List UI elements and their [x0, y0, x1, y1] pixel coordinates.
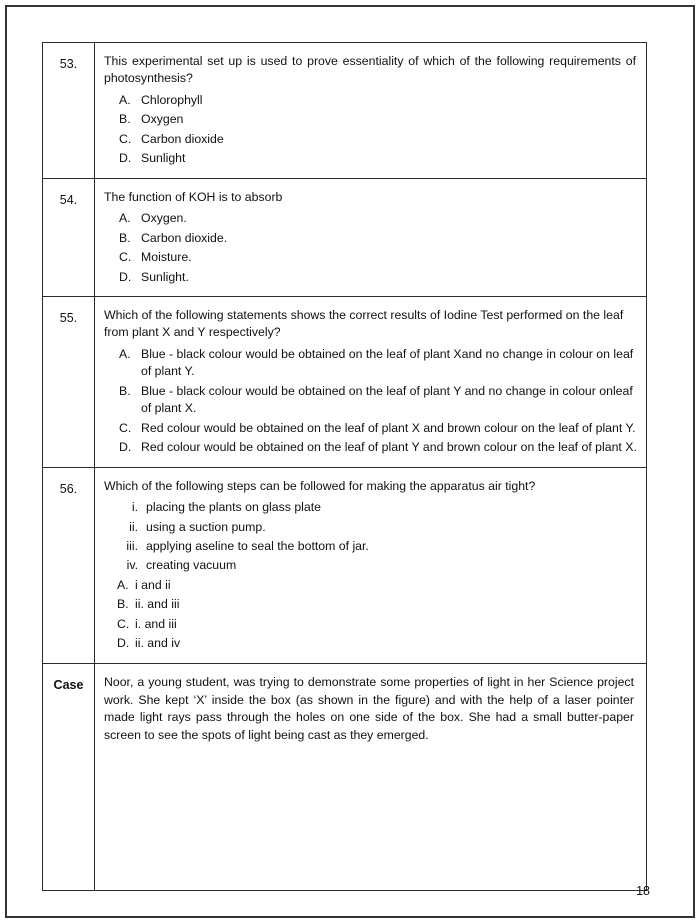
step-text: creating vacuum — [146, 558, 237, 573]
option-53-b[interactable] — [104, 111, 638, 128]
step-56-iv — [104, 557, 638, 574]
option-label: A. — [117, 577, 129, 592]
question-number-55: 55. — [43, 296, 95, 467]
question-stem-55: Which of the following statements shows the correct results of Iodine Test performed on the leaf from plant X and Y respectively? — [104, 307, 624, 340]
option-label: D. — [119, 269, 132, 284]
step-text: using a suction pump. — [146, 519, 266, 534]
question-body-56 — [95, 467, 647, 663]
step-label: i. — [131, 500, 138, 515]
option-56-c[interactable] — [104, 616, 638, 633]
question-stem-53: This experimental set up is used to prove essentiality of which of the following requirements of photosynthesis? — [104, 54, 636, 86]
question-number-54: 54. — [43, 178, 95, 296]
option-label: B. — [117, 597, 129, 612]
option-text: Red colour would be obtained on the leaf of plant Y and brown colour on the leaf of plant X. — [141, 440, 637, 455]
table-row — [43, 467, 647, 663]
option-label: D. — [117, 636, 130, 651]
case-passage-text: Noor, a young student, was trying to demonstrate some properties of light in her Science project work. She kept ‘X’ inside the box (as shown in the figure) and with the help of a laser pointer made light rays pass through the holes on one side of the box. She had a small butter-paper screen to see the spots of light being cast as they emerged. — [104, 674, 634, 743]
option-label: D. — [119, 151, 132, 166]
step-label: iv. — [126, 558, 138, 573]
option-text: Sunlight — [141, 151, 186, 166]
option-54-a[interactable] — [104, 210, 638, 227]
table-row — [43, 296, 647, 467]
option-text: Blue - black colour would be obtained on the leaf of plant Xand no change in colour on leaf of plant Y. — [141, 346, 634, 379]
option-text: i and ii — [135, 577, 171, 592]
option-55-c[interactable] — [104, 420, 638, 437]
option-53-c[interactable] — [104, 131, 638, 148]
question-stem-56: Which of the following steps can be followed for making the apparatus air tight? — [104, 478, 536, 493]
option-56-a[interactable] — [104, 577, 638, 594]
case-label: Case — [43, 663, 95, 890]
option-text: Oxygen. — [141, 211, 187, 226]
step-56-i — [104, 499, 638, 516]
option-text: Oxygen — [141, 112, 184, 127]
option-text: ii. and iii — [135, 597, 180, 612]
option-text: Chlorophyll — [141, 92, 203, 107]
table-row — [43, 43, 647, 179]
option-text: Sunlight. — [141, 269, 189, 284]
question-number-56: 56. — [43, 467, 95, 663]
option-text: ii. and iv — [135, 636, 181, 651]
step-56-ii — [104, 519, 638, 536]
option-text: Red colour would be obtained on the leaf of plant X and brown colour on the leaf of plant Y. — [141, 420, 636, 435]
page-number: 18 — [636, 884, 650, 898]
step-label: iii. — [126, 538, 138, 553]
table-row — [43, 663, 647, 890]
question-stem-54: The function of KOH is to absorb — [104, 189, 283, 204]
question-body-53 — [95, 43, 647, 179]
option-list-54 — [104, 210, 638, 286]
option-text: Carbon dioxide — [141, 131, 224, 146]
option-55-b[interactable] — [104, 383, 638, 418]
option-54-c[interactable] — [104, 249, 638, 266]
step-56-iii — [104, 538, 638, 555]
step-text: placing the plants on glass plate — [146, 500, 322, 515]
option-text: Moisture. — [141, 250, 192, 265]
question-body-54 — [95, 178, 647, 296]
option-text: i. and iii — [135, 616, 177, 631]
option-label: A. — [119, 346, 131, 361]
option-56-b[interactable] — [104, 596, 638, 613]
page-content-area — [7, 7, 693, 916]
option-list-56 — [104, 577, 638, 653]
option-label: C. — [119, 420, 132, 435]
option-label: C. — [117, 616, 130, 631]
option-54-d[interactable] — [104, 269, 638, 286]
question-number-53: 53. — [43, 43, 95, 179]
option-53-d[interactable] — [104, 150, 638, 167]
option-text: Carbon dioxide. — [141, 230, 228, 245]
option-55-a[interactable] — [104, 346, 638, 381]
option-list-55 — [104, 346, 638, 457]
table-row — [43, 178, 647, 296]
option-text: Blue - black colour would be obtained on the leaf of plant Y and no change in colour onleaf of plant X. — [141, 383, 633, 416]
option-label: B. — [119, 230, 131, 245]
option-label: A. — [119, 211, 131, 226]
question-body-55 — [95, 296, 647, 467]
option-label: C. — [119, 250, 132, 265]
step-label: ii. — [129, 519, 138, 534]
step-list-56 — [104, 499, 638, 575]
option-label: A. — [119, 92, 131, 107]
option-label: B. — [119, 383, 131, 398]
option-54-b[interactable] — [104, 230, 638, 247]
option-label: C. — [119, 131, 132, 146]
option-label: D. — [119, 440, 132, 455]
step-text: applying aseline to seal the bottom of jar. — [146, 538, 369, 553]
option-label: B. — [119, 112, 131, 127]
option-56-d[interactable] — [104, 635, 638, 652]
case-body — [95, 663, 647, 890]
option-55-d[interactable] — [104, 439, 638, 456]
option-53-a[interactable] — [104, 92, 638, 109]
question-table — [42, 42, 647, 891]
page-border — [5, 5, 695, 918]
option-list-53 — [104, 92, 638, 168]
